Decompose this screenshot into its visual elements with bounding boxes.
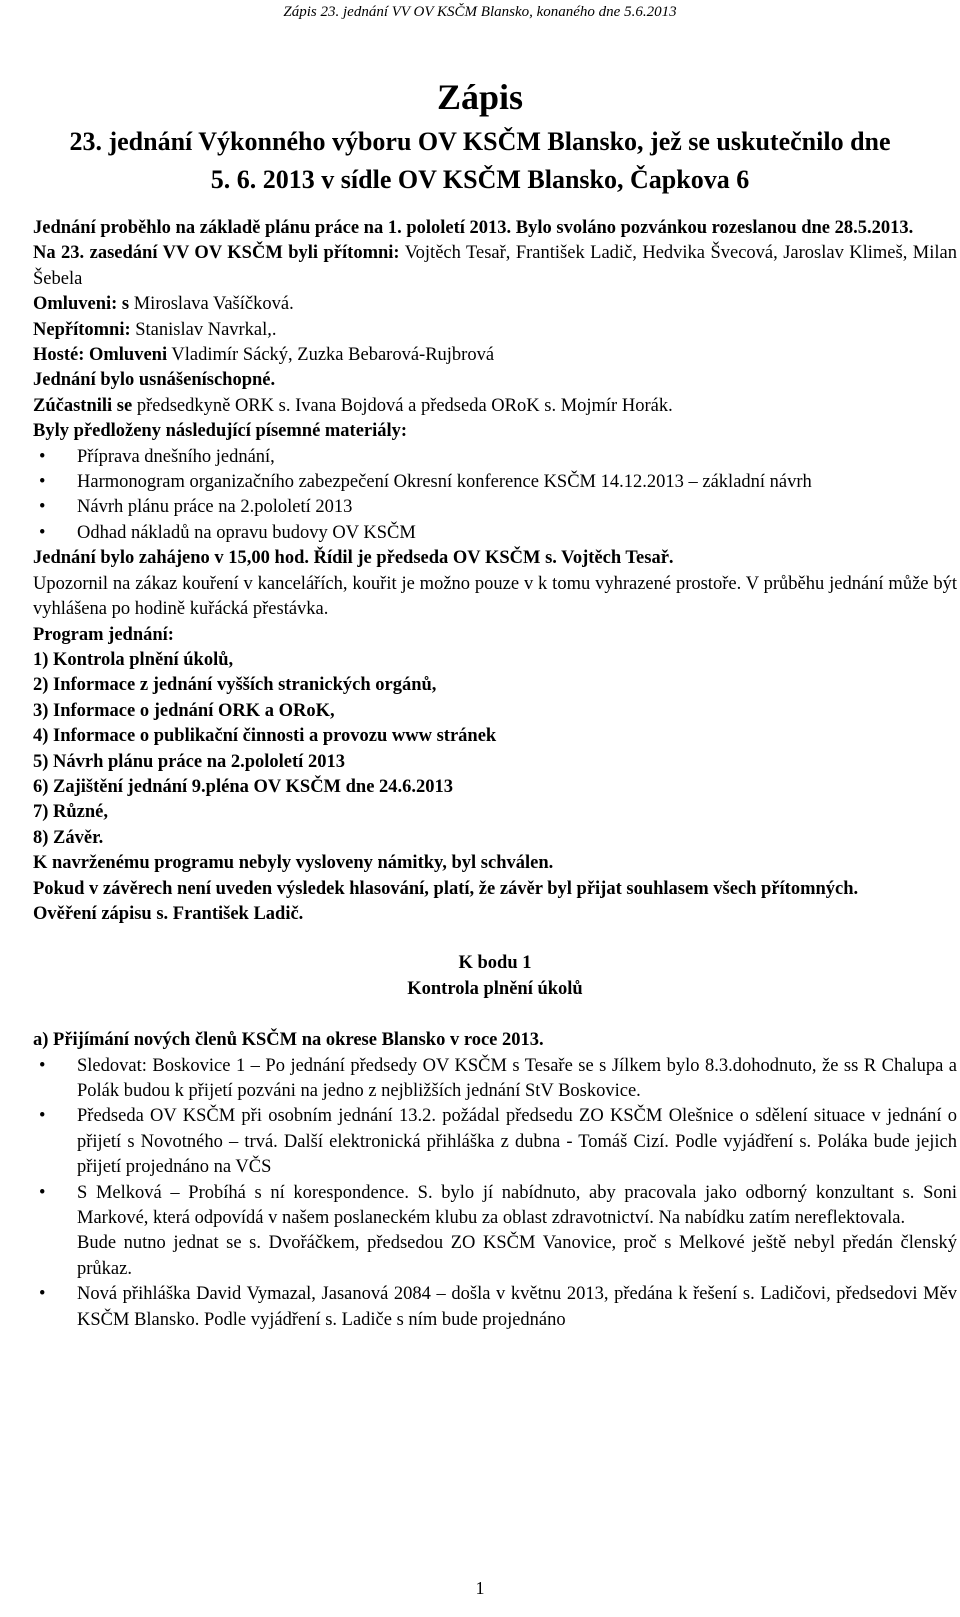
guests-label: Hosté: Omluveni xyxy=(33,345,168,366)
program-label: Program jednání: xyxy=(33,624,174,645)
section-heading: K bodu 1 xyxy=(458,953,532,974)
program-list xyxy=(33,648,957,851)
program-item: 6) Zajištění jednání 9.pléna OV KSČM dne 24.6.2013 xyxy=(33,776,454,797)
attended-line xyxy=(33,394,957,419)
section-subheading: Kontrola plnění úkolů xyxy=(407,978,583,999)
program-item: 5) Návrh plánu práce na 2.pololetí 2013 xyxy=(33,751,345,772)
membership-list xyxy=(33,1054,957,1232)
absent-label: Nepřítomni: xyxy=(33,319,131,340)
attended-label: Zúčastnili se xyxy=(33,395,133,416)
attended-text: předsedkyně ORK s. Ivana Bojdová a předseda ORoK s. Mojmír Horák. xyxy=(136,395,673,416)
opened-line: Jednání bylo zahájeno v 15,00 hod. Řídil je předseda OV KSČM s. Vojtěch Tesař. xyxy=(33,548,674,569)
running-header: Zápis 23. jednání VV OV KSČM Blansko, konaného dne 5.6.2013 xyxy=(283,4,677,20)
subsection-heading: a) Přijímání nových členů KSČM na okrese Blansko v roce 2013. xyxy=(33,1030,544,1051)
membership-note: Bude nutno jednat se s. Dvořáčkem, předsedou ZO KSČM Vanovice, proč s Melkové ještě nebyl předán členský průkaz. xyxy=(77,1233,957,1279)
document-body xyxy=(33,216,957,1333)
absent-names: Stanislav Navrkal,. xyxy=(135,319,277,340)
membership-list-continued xyxy=(33,1282,957,1333)
membership-item: • Nová přihláška David Vymazal, Jasanová 2084 – došla v květnu 2013, předána k řešení s. Ladičovi, předsedovi Měv KSČM Blansko. Podle vyjádření s. Ladiče s ním bude projednáno xyxy=(33,1282,957,1333)
document-subtitle xyxy=(0,123,960,199)
document-title: Zápis xyxy=(436,77,524,117)
present-label: Na 23. zasedání VV OV KSČM byli přítomni: xyxy=(33,243,400,264)
program-item: 4) Informace o publikační činnosti a provozu www stránek xyxy=(33,726,497,747)
program-item: 8) Závěr. xyxy=(33,827,104,848)
intro-paragraph: Jednání proběhlo na základě plánu práce na 1. pololetí 2013. Bylo svoláno pozvánkou rozeslanou dne 28.5.2013. xyxy=(33,218,914,238)
guests-line xyxy=(33,343,957,368)
excused-line xyxy=(33,292,957,317)
program-item: 3) Informace o jednání ORK a ORoK, xyxy=(33,700,335,721)
subtitle-line-1: 23. jednání Výkonného výboru OV KSČM Blansko, jež se uskutečnilo dne xyxy=(69,127,891,156)
materials-item: • Odhad nákladů na opravu budovy OV KSČM xyxy=(33,521,957,546)
membership-item: • Sledovat: Boskovice 1 – Po jednání předsedy OV KSČM s Tesaře se s Jílkem bylo 8.3.dohodnuto, že ss R Chalupa a Polák budou k přijetí pozváni na jedno z nejbližších jednání StV Boskovice. xyxy=(33,1054,957,1105)
voting-paragraph: Pokud v závěrech není uveden výsledek hlasování, platí, že závěr byl přijat souhlasem všech přítomných. xyxy=(33,878,859,899)
excused-names: Miroslava Vašíčková. xyxy=(133,294,294,315)
quorum-line: Jednání bylo usnášeníschopné. xyxy=(33,370,276,391)
materials-item: • Příprava dnešního jednání, xyxy=(33,445,957,470)
materials-label: Byly předloženy následující písemné materiály: xyxy=(33,421,408,442)
subtitle-line-2: 5. 6. 2013 v sídle OV KSČM Blansko, Čapkova 6 xyxy=(210,165,750,194)
absent-line xyxy=(33,318,957,343)
materials-item: • Harmonogram organizačního zabezpečení Okresní konference KSČM 14.12.2013 – základní návrh xyxy=(33,470,957,495)
approved-line: K navrženému programu nebyly vysloveny námitky, byl schválen. xyxy=(33,853,554,874)
program-item: 7) Různé, xyxy=(33,802,109,823)
page-number: 1 xyxy=(475,1578,485,1598)
program-item: 2) Informace z jednání vyšších stranických orgánů, xyxy=(33,675,437,696)
guests-names: Vladimír Sácký, Zuzka Bebarová-Rujbrová xyxy=(171,345,495,366)
excused-label: Omluveni: s xyxy=(33,294,130,315)
membership-item: • S Melková – Probíhá s ní korespondence. S. bylo jí nabídnuto, aby pracovala jako odborný konzultant s. Soni Markové, která odpovídá v našem poslaneckém klubu za oblast zdravotnictví. Na nabídku zatím nereflektovala. xyxy=(33,1181,957,1232)
materials-list xyxy=(33,445,957,547)
present-names: Vojtěch Tesař, František Ladič, Hedvika Švecová, Jaroslav Klimeš, Milan Šebela xyxy=(33,243,957,289)
membership-item: • Předseda OV KSČM při osobním jednání 13.2. požádal předsedu ZO KSČM Olešnice o sdělení situace v jednání o přijetí s Novotného – trvá. Další elektronická přihláška z dubna - Tomáš Cizí. Podle vyjádření s. Poláka bude jejich přijetí projednáno na VČS xyxy=(33,1104,957,1180)
present-line xyxy=(33,241,957,292)
verification-line: Ověření zápisu s. František Ladič. xyxy=(33,903,304,924)
smoking-paragraph: Upozornil na zákaz kouření v kancelářích, kouřit je možno pouze v k tomu vyhrazené prostoře. V průběhu jednání může být vyhlášena po hodině kuřácká přestávka. xyxy=(33,573,957,620)
program-item: 1) Kontrola plnění úkolů, xyxy=(33,649,234,670)
materials-item: • Návrh plánu práce na 2.pololetí 2013 xyxy=(33,495,957,520)
